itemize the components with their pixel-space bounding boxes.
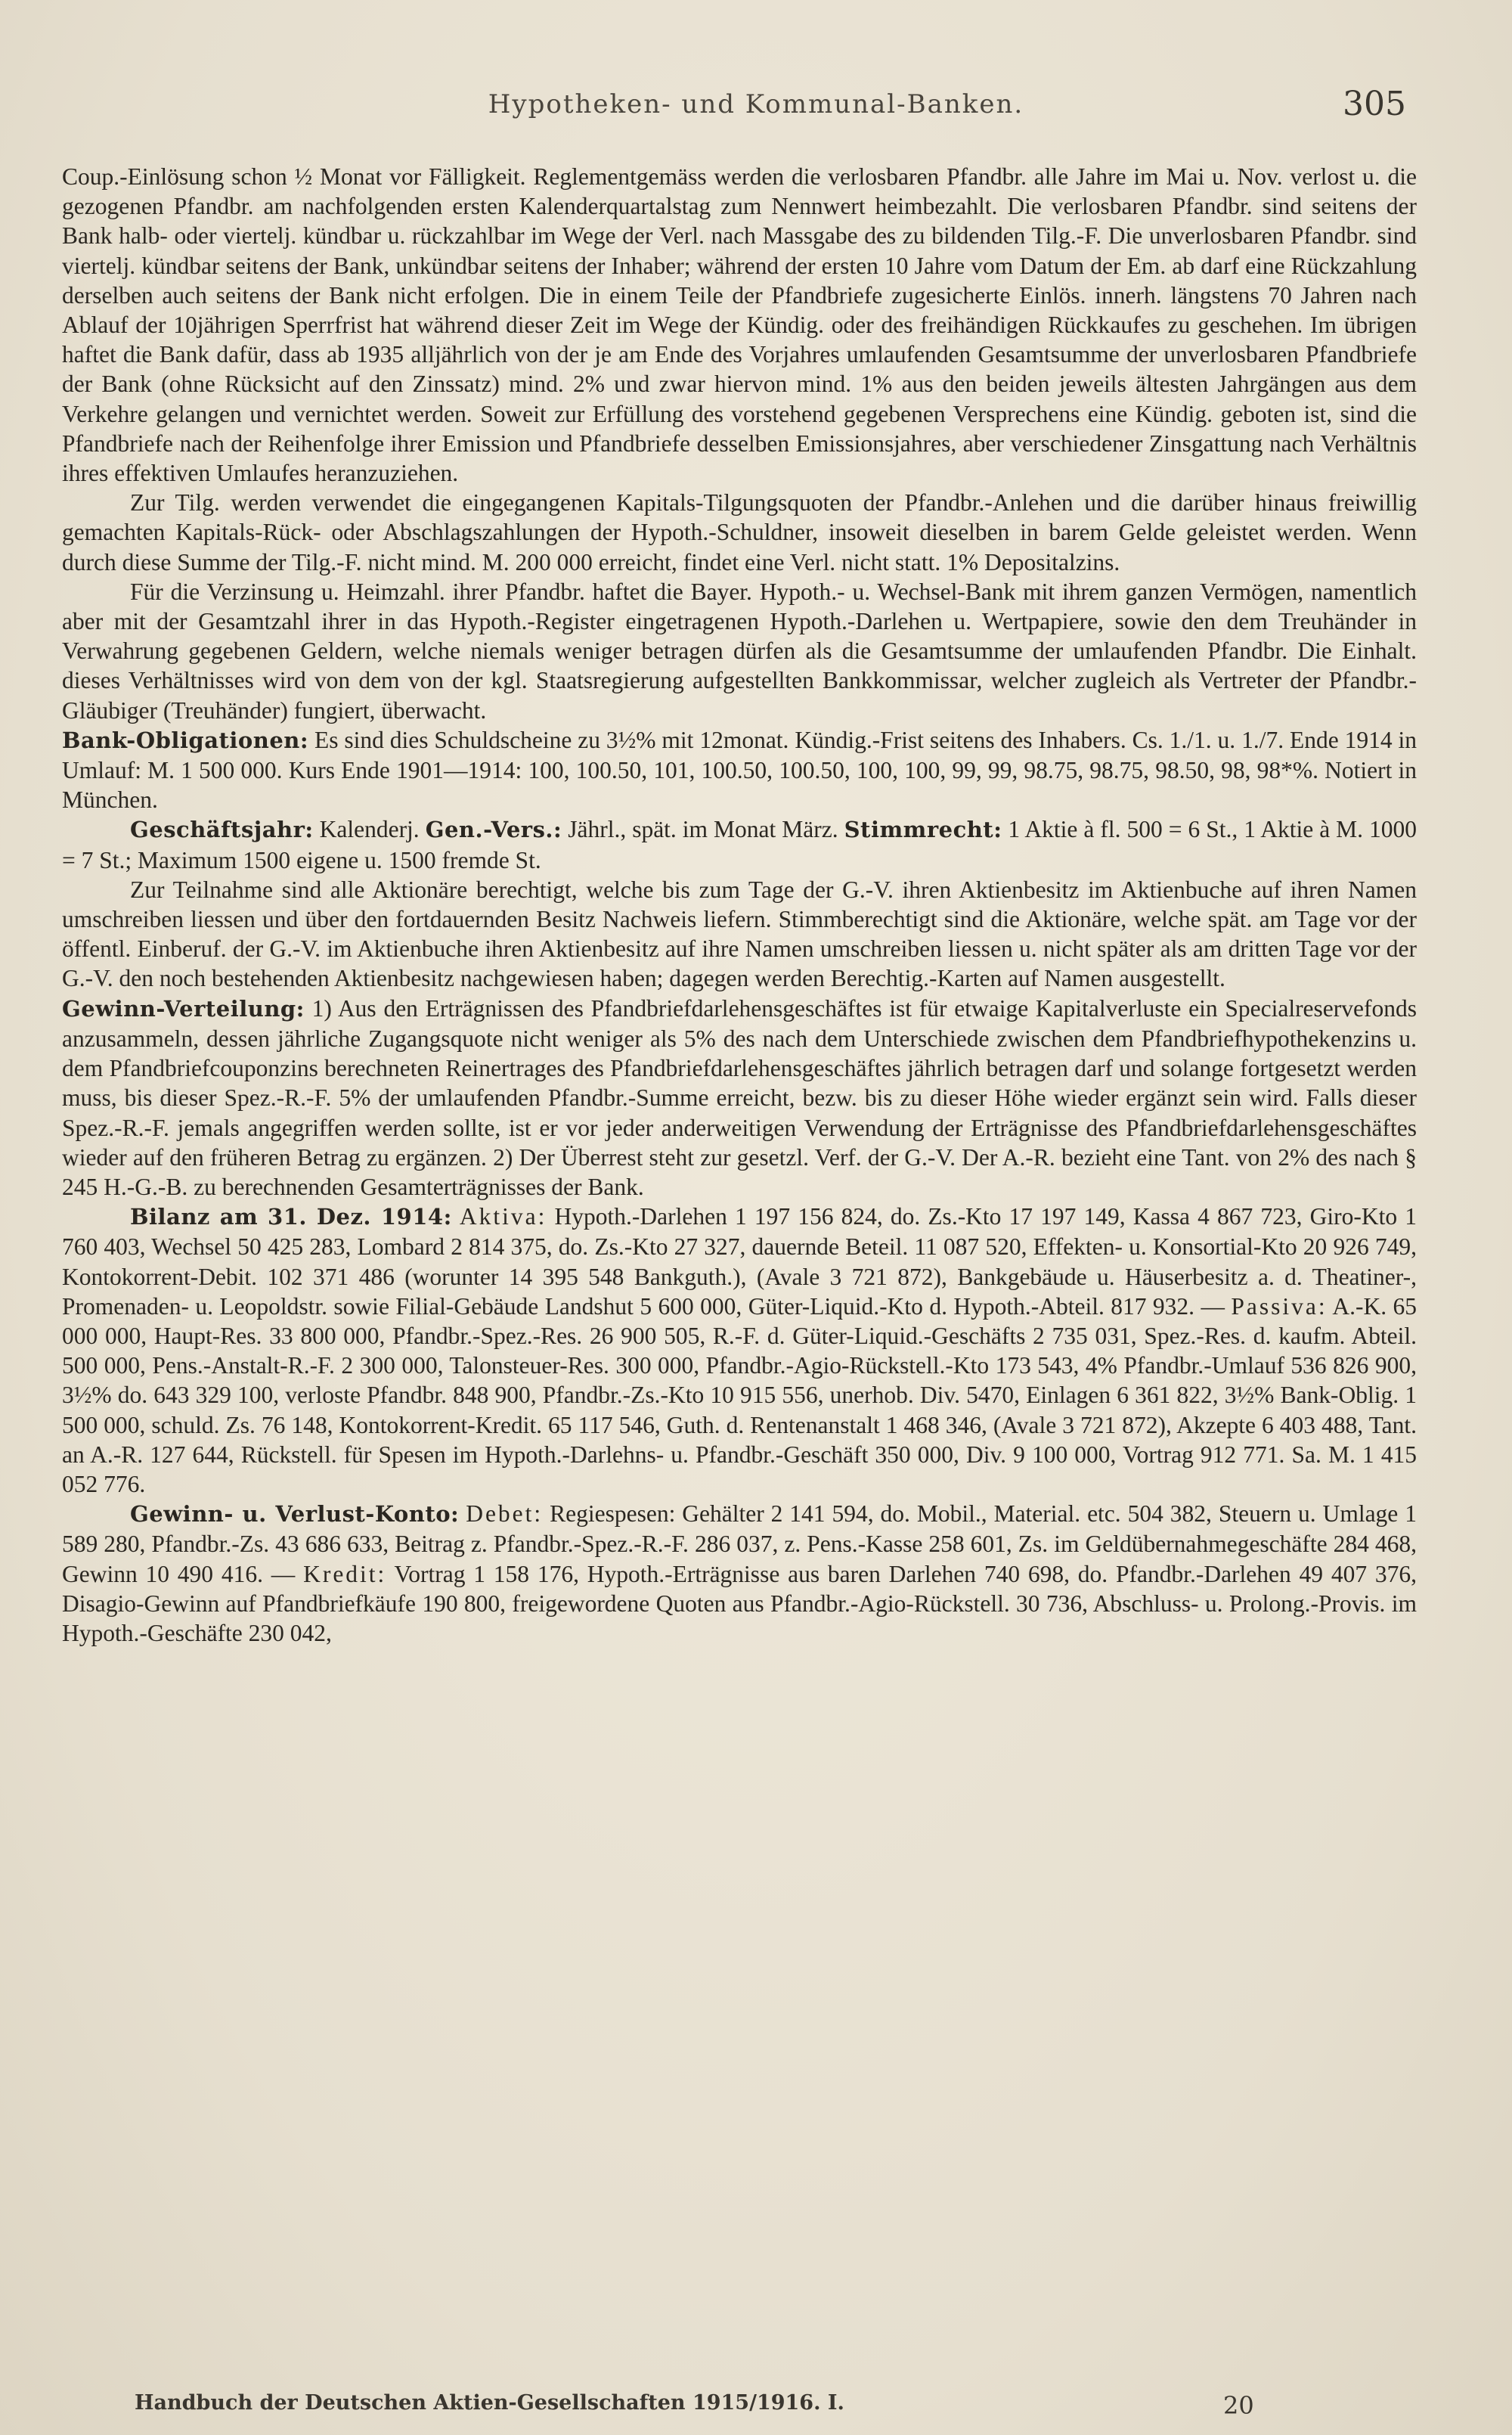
- footer: [135, 2391, 1374, 2421]
- text-passiva: A.-K. 65 000 000, Haupt-Res. 33 800 000, Pfandbr.-Spez.-Res. 26 900 505, R.-F. d. Güter-Liquid.-Geschäfts 2 735 031, Spez.-Res. d. kaufm. Abteil. 500 000, Pens.-Anstalt-R.-F. 2 300 000, Talonsteuer-Res. 300 000, Pfandbr.-Agio-Rückstell.-Kto 173 543, 4% Pfandbr.-Umlauf 536 826 900, 3½% do. 643 329 100, verloste Pfandbr. 848 900, Pfandbr.-Zs.-Kto 10 915 556, unerhob. Div. 5470, Einlagen 6 361 822, 3½% Bank-Oblig. 1 500 000, schuld. Zs. 76 148, Kontokorrent-Kredit. 65 117 546, Guth. d. Rentenanstalt 1 468 346, (Avale 3 721 872), Akzepte 6 403 488, Tant. an A.-R. 127 644, Rückstell. für Spesen im Hypoth.-Darlehns- u. Pfandbr.-Geschäft 350 000, Div. 9 100 000, Vortrag 912 771. Sa. M. 1 415 052 776.: [62, 1292, 1417, 1497]
- text-gen-vers: Jährl., spät. im Monat März.: [568, 816, 838, 843]
- text-geschaeftsjahr: Kalenderj.: [319, 816, 420, 843]
- paragraph-bank-obligationen: [62, 725, 1417, 815]
- text-debet: Regiespesen: Gehälter 2 141 594, do. Mobil., Material. etc. 504 382, Steuern u. Umlage 1 589 280, Pfandbr.-Zs. 43 686 633, Beitrag z. Pfandbr.-Spez.-R.-F. 286 037, z. Pens.-Kasse 258 601, Zs. im Geldübernahmegeschäfte 284 468, Gewinn 10 490 416. —: [62, 1500, 1417, 1587]
- running-head: [0, 85, 1512, 135]
- running-title: Hypotheken- und Kommunal-Banken.: [488, 89, 1024, 119]
- footer-book-title: Handbuch der Deutschen Aktien-Gesellschaften 1915/1916. I.: [135, 2391, 844, 2415]
- text-bank-obligationen: Es sind dies Schuldscheine zu 3½% mit 12monat. Kündig.-Frist seitens des Inhabers. Cs. 1./1. u. 1./7. Ende 1914 in Umlauf: M. 1 500 000. Kurs Ende 1901—1914: 100, 100.50, 101, 100.50, 100.50, 100, 100, 99, 99, 98.75, 98.75, 98.50, 98, 98*%. Notiert in München.: [62, 726, 1417, 814]
- label-stimmrecht: Stimmrecht:: [844, 817, 1002, 843]
- paragraph-geschaeftsjahr: [62, 814, 1417, 874]
- paragraph-bilanz: [62, 1202, 1417, 1499]
- footer-sheet-number: 20: [1223, 2391, 1254, 2420]
- label-passiva: Passiva:: [1231, 1292, 1328, 1320]
- label-geschaeftsjahr: Geschäftsjahr:: [130, 817, 314, 843]
- label-gewinn-verlust: Gewinn- u. Verlust-Konto:: [130, 1501, 460, 1528]
- text-kredit: Vortrag 1 158 176, Hypoth.-Erträgnisse aus baren Darlehen 740 698, do. Pfandbr.-Darlehen 49 407 376, Disagio-Gewinn auf Pfandbriefkäufe 190 800, freigewordene Quoten aus Pfandbr.-Agio-Rückstell. 30 736, Abschluss- u. Prolong.-Provis. im Hypoth.-Geschäfte 230 042,: [62, 1560, 1418, 1646]
- text-stimmrecht: 1 Aktie à fl. 500 = 6 St., 1 Aktie à M. 1000 = 7 St.; Maximum 1500 eigene u. 1500 fremde St.: [62, 816, 1418, 873]
- label-debet: Debet:: [466, 1500, 544, 1528]
- paragraph-gewinn-verlust: [62, 1499, 1417, 1648]
- label-bilanz: Bilanz am 31. Dez. 1914:: [130, 1204, 452, 1230]
- label-bank-obligationen: Bank-Obligationen:: [62, 727, 309, 753]
- label-aktiva: Aktiva:: [459, 1203, 547, 1230]
- paragraph-tilgung: Zur Tilg. werden verwendet die eingegangenen Kapitals-Tilgungsquoten der Pfandbr.-Anlehen und die darüber hinaus freiwillig gemachten Kapitals-Rück- oder Abschlagszahlungen der Hypoth.-Schuldner, insoweit dieselben in barem Gelde geleistet werden. Wenn durch diese Summe der Tilg.-F. nicht mind. M. 200 000 erreicht, findet eine Verl. nicht statt. 1% Depositalzins.: [62, 489, 1417, 575]
- paragraph-teilnahme: Zur Teilnahme sind alle Aktionäre berechtigt, welche bis zum Tage der G.-V. ihren Aktienbesitz im Aktienbuche auf ihren Namen umschreiben liessen und über den fortdauernden Besitz Nachweis liefern. Stimmberechtigt sind die Aktionäre, welche spät. am Tage vor der öffentl. Einberuf. der G.-V. im Aktienbuche ihren Aktienbesitz auf ihre Namen umschreiben liessen u. nicht später als am dritten Tage vor der G.-V. den noch bestehenden Aktienbesitz nachgewiesen haben; dagegen werden Berechtig.-Karten auf Namen ausgestellt.: [62, 876, 1417, 992]
- paragraph-redemption: Coup.-Einlösung schon ½ Monat vor Fälligkeit. Reglementgemäss werden die verlosbaren Pfandbr. alle Jahre im Mai u. Nov. verlost u. die gezogenen Pfandbr. am nachfolgenden ersten Kalenderquartalstag zum Nennwert heimbezahlt. Die verlosbaren Pfandbr. sind seitens der Bank halb- oder viertelj. kündbar u. rückzahlbar im Wege der Verl. nach Massgabe des zu bildenden Tilg.-F. Die unverlosbaren Pfandbr. sind viertelj. kündbar seitens der Bank, unkündbar seitens der Inhaber; während der ersten 10 Jahre vom Datum der Em. ab darf eine Rückzahlung derselben auch seitens der Bank nicht erfolgen. Die in einem Teile der Pfandbriefe zugesicherte Einlös. innerh. längstens 70 Jahren nach Ablauf der 10jährigen Sperrfrist hat während dieser Zeit im Wege der Kündig. oder des freihändigen Rückkaufes zu geschehen. Im übrigen haftet die Bank dafür, dass ab 1935 alljährlich von der je am Ende des Vorjahres umlaufenden Gesamtsumme der unverlosbaren Pfandbriefe der Bank (ohne Rücksicht auf den Zinssatz) mind. 2% und zwar hiervon mind. 1% aus den beiden jeweils ältesten Jahrgängen aus dem Verkehre gelangen und vernichtet werden. Soweit zur Erfüllung des vorstehend gegebenen Versprechens eine Kündig. geboten ist, sind die Pfandbriefe nach der Reihenfolge ihrer Emission und Pfandbriefe desselben Emissionsjahres, aber verschiedener Zinsgattung nach Verhältnis ihres effektiven Umlaufes heranzuziehen.: [62, 163, 1417, 487]
- label-kredit: Kredit:: [303, 1560, 387, 1587]
- body-text: [62, 162, 1417, 1648]
- paragraph-haftung: Für die Verzinsung u. Heimzahl. ihrer Pfandbr. haftet die Bayer. Hypoth.- u. Wechsel-Bank mit ihrem ganzen Vermögen, namentlich aber mit der Gesamtzahl ihrer in das Hypoth.-Register eingetragenen Hypoth.-Darlehen u. Wertpapiere, sowie den dem Treuhänder in Verwahrung gegebenen Geldern, welche niemals weniger betragen dürfen als die Gesamtsumme der umlaufenden Pfandbr. Die Einhalt. dieses Verhältnisses wird von dem von der kgl. Staatsregierung aufgestellten Bankkommissar, welcher zugleich als Vertreter der Pfandbr.-Gläubiger (Treuhänder) fungiert, überwacht.: [62, 578, 1417, 724]
- paragraph-gewinn-verteilung: [62, 994, 1417, 1202]
- label-gen-vers: Gen.-Vers.:: [425, 817, 562, 843]
- text-gewinn-verteilung: 1) Aus den Erträgnissen des Pfandbriefdarlehensgeschäftes ist für etwaige Kapitalverluste ein Specialreservefonds anzusammeln, dessen jährliche Zugangsquote nicht weniger als 5% des nach dem Unterschiede zwischen dem Pfandbriefhypothekenzins u. dem Pfandbriefcouponzins berechneten Reinertrages des Pfandbriefdarlehensgeschäftes jährlich betragen darf und solange fortgesetzt werden muss, bis dieser Spez.-R.-F. 5% der umlaufenden Pfandbr.-Summe erreicht, bezw. bis zu dieser Höhe wieder ergänzt sein wird. Falls dieser Spez.-R.-F. jemals angegriffen werden sollte, ist er vor jeder anderweitigen Verwendung der Erträgnisse des Pfandbriefdarlehensgeschäftes wieder auf den früheren Betrag zu ergänzen. 2) Der Überrest steht zur gesetzl. Verf. der G.-V. Der A.-R. bezieht eine Tant. von 2% des nach § 245 H.-G.-B. zu berechnenden Gesamterträgnisses der Bank.: [62, 994, 1418, 1200]
- label-gewinn-verteilung: Gewinn-Verteilung:: [62, 995, 305, 1022]
- text-aktiva: Hypoth.-Darlehen 1 197 156 824, do. Zs.-Kto 17 197 149, Kassa 4 867 723, Giro-Kto 1 760 403, Wechsel 50 425 283, Lombard 2 814 375, do. Zs.-Kto 27 327, dauernde Beteil. 11 087 520, Effekten- u. Konsortial-Kto 20 926 749, Kontokorrent-Debit. 102 371 486 (worunter 14 395 548 Bankguth.), (Avale 3 721 872), Bankgebäude u. Häuserbesitz a. d. Theatiner-, Promenaden- u. Leopoldstr. sowie Filial-Gebäude Landshut 5 600 000, Güter-Liquid.-Kto d. Hypoth.-Abteil. 817 932. —: [62, 1203, 1417, 1320]
- page-number: 305: [1343, 85, 1406, 123]
